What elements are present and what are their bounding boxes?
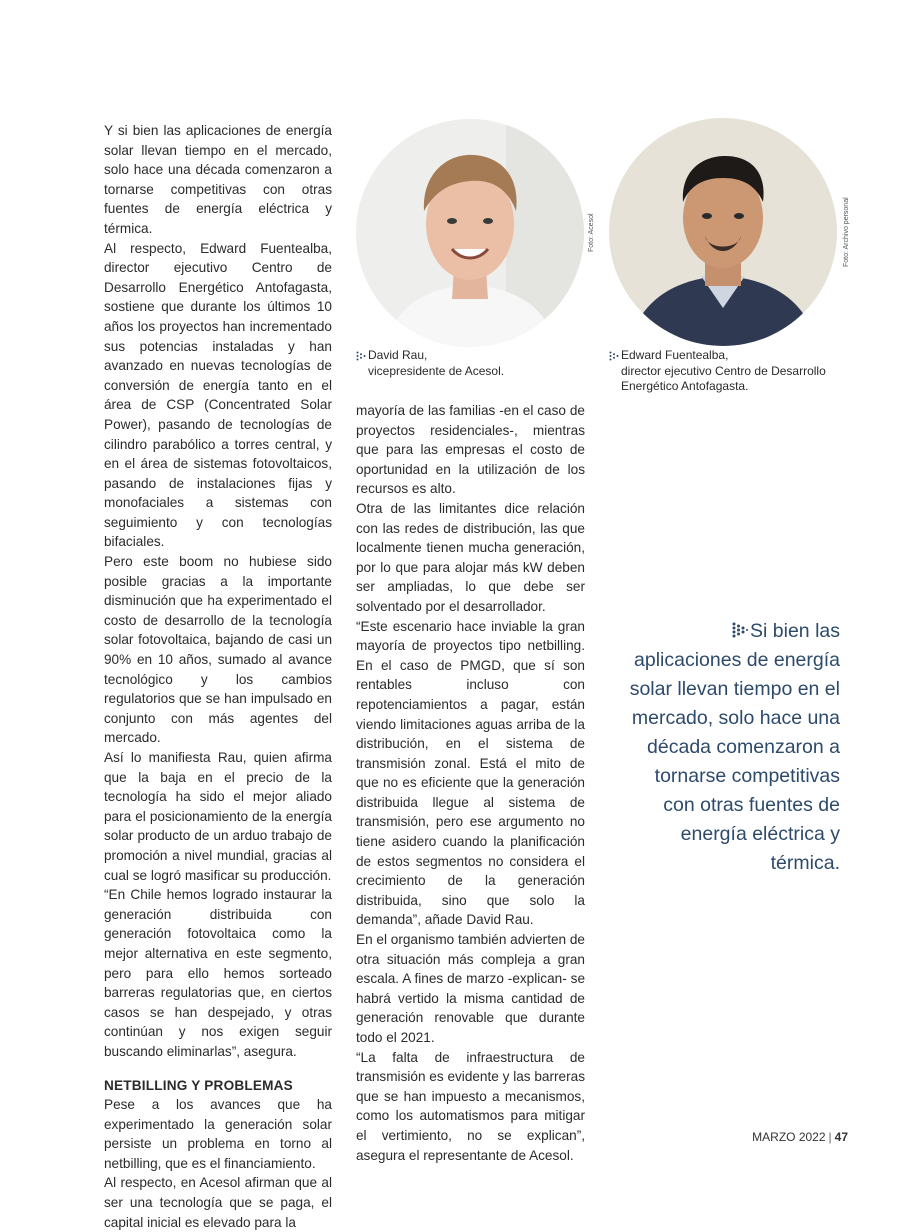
- photo-credit: Foto: Archivo personal: [843, 197, 850, 267]
- paragraph: Otra de las limitantes dice relación con las redes de distribución, las que localmente tienen mucha generación, por lo que para alojar más kW deben ser ampliadas, lo que debe ser solventado por el desarrollador.: [356, 500, 585, 614]
- article-column-1: [104, 121, 332, 1232]
- page-footer: [752, 1130, 848, 1144]
- caption-role: vicepresidente de Acesol.: [368, 363, 505, 378]
- portrait-edward-fuentealba: [609, 118, 837, 346]
- paragraph: Así lo manifiesta Rau, quien afirma que la baja en el precio de la tecnología ha sido el mejor aliado para el posicionamiento de la energía solar producto de un arduo trabajo de promoción a nivel mundial, gracias al cual se logró masificar su producción.: [104, 750, 332, 883]
- page-number: 47: [834, 1130, 848, 1144]
- paragraph: “La falta de infraestructura de transmisión es evidente y las barreras que se han impuesto a mecanismos, como los automatismos para mitigar el vertimiento, no se explican”, asegura el representante de Acesol.: [356, 1049, 585, 1163]
- paragraph: Al respecto, en Acesol afirman que al ser una tecnología que se paga, el capital inicial es elevado para la: [104, 1175, 332, 1230]
- caption-role: director ejecutivo Centro de Desarrollo: [621, 363, 826, 378]
- footer-separator: |: [828, 1130, 832, 1144]
- caption-edward-fuentealba: [609, 348, 859, 395]
- pull-quote: [624, 617, 840, 878]
- dots-bullet-icon: [609, 351, 619, 361]
- paragraph: Y si bien las aplicaciones de energía solar llevan tiempo en el mercado, solo hace una década comenzaron a tornarse competitivas con otras fuentes de energía eléctrica y térmica.: [104, 123, 332, 236]
- paragraph: En el organismo también advierten de otra situación más compleja a gran escala. A fines de marzo -explican- se habrá vertido la misma cantidad de generación renovable que durante todo el 2021.: [356, 932, 585, 1045]
- dots-bullet-icon: [356, 351, 366, 361]
- paragraph: “Este escenario hace inviable la gran mayoría de proyectos tipo netbilling. En el caso de PMGD, que sí son rentables incluso con repotenciamientos a pagar, están viendo limitaciones aguas arriba de la distribución, en el sistema de transmisión zonal. Está el mito de que no es eficiente que la generación distribuida llegue al sistema de transmisión, pero ese argumento no tiene asidero cuando la planificación de estos segmentos no considera el crecimiento de la generación distribuida, sino que solo la demanda”, añade David Rau.: [356, 618, 585, 928]
- portrait-david-rau: [356, 119, 584, 347]
- paragraph: “En Chile hemos logrado instaurar la generación distribuida con generación fotovoltaica como la mejor alternativa en este segmento, pero para ello hemos sorteado barreras regulatorias que, en ciertos casos se han despejado, y otras continúan y nos exigen seguir buscando eliminarlas”, asegura.: [104, 887, 332, 1059]
- portrait-illustration: [609, 118, 837, 346]
- issue-date: MARZO 2022: [752, 1130, 826, 1144]
- pull-quote-text: Si bien las aplicaciones de energía solar llevan tiempo en el mercado, solo hace una década comenzaron a tornarse competitivas con otras fuentes de energía eléctrica y térmica.: [629, 620, 840, 874]
- paragraph: Al respecto, Edward Fuentealba, director ejecutivo Centro de Desarrollo Energético Antofagasta, sostiene que durante los últimos 10 años los proyectos han incrementado sus potencias instaladas y han avanzado en nuevas tecnologías de conversión de energía tanto en el área de CSP (Concentrated Solar Power), pasando de tecnologías de cilindro parabólico a torres central, y en el área de sistemas fotovoltaicos, pasando de instalaciones fijas y monofaciales a sistemas con seguimiento y con tecnologías bifaciales.: [104, 240, 332, 550]
- caption-david-rau: [356, 348, 586, 379]
- paragraph: mayoría de las familias -en el caso de proyectos residenciales-, mientras que para las empresas el costo de oportunidad en la utilización de los recursos es alto.: [356, 403, 585, 497]
- dots-quote-icon: [732, 622, 748, 638]
- photo-credit: Foto: Acesol: [588, 213, 595, 252]
- article-column-2: [356, 401, 585, 1165]
- caption-name: David Rau,: [368, 348, 428, 362]
- caption-name: Edward Fuentealba,: [621, 348, 729, 362]
- caption-role-continued: Energético Antofagasta.: [621, 379, 749, 393]
- paragraph: Pese a los avances que ha experimentado la generación solar persiste un problema en torno al netbilling, que es el financiamiento.: [104, 1097, 332, 1171]
- paragraph: Pero este boom no hubiese sido posible gracias a la importante disminución que ha experimentado el costo de desarrollo de la tecnología solar fotovoltaica, bajando de casi un 90% en 10 años, sumado al avance tecnológico y los cambios regulatorios que se han impulsado en conjunto con más agentes del mercado.: [104, 554, 332, 746]
- section-heading: NETBILLING Y PROBLEMAS: [104, 1077, 293, 1093]
- portrait-illustration: [356, 119, 584, 347]
